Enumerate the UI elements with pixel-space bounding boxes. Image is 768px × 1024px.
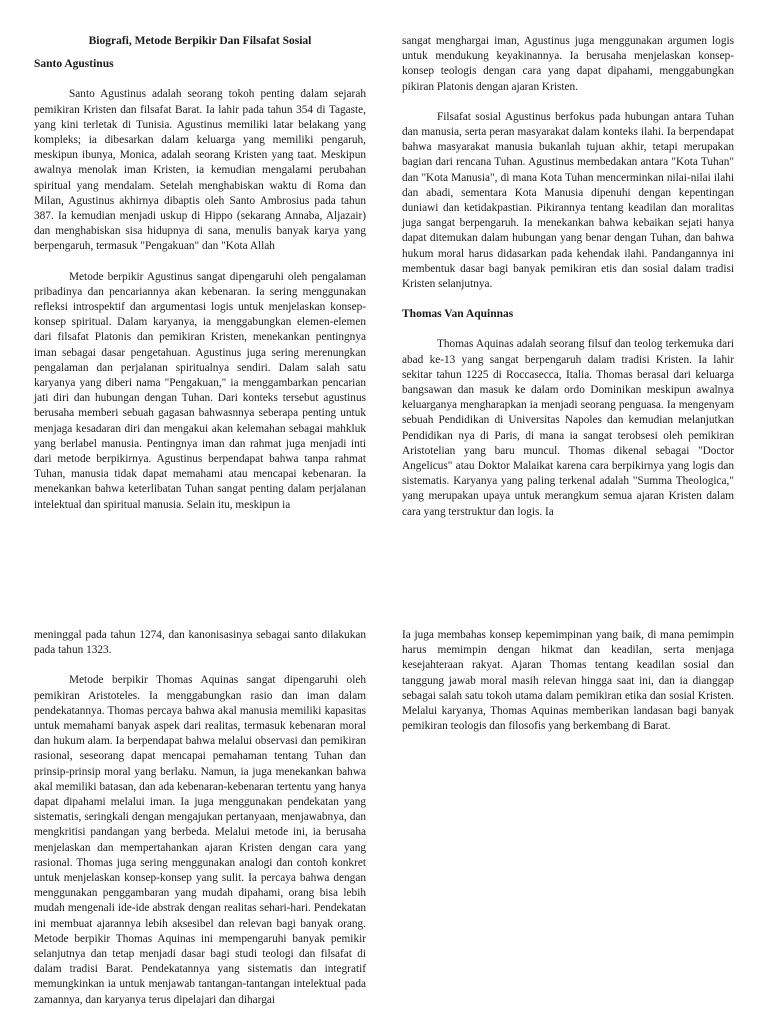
paragraph-agustinus-social: Filsafat sosial Agustinus berfokus pada hubungan antara Tuhan dan manusia, serta peran masyarakat dalam konteks ilahi. Ia berpendapat bahwa masyarakat manusia bukanlah tujuan akhir, tetapi merupakan bagian dari rencana Tuhan. Agustinus membedakan antara "Kota Tuhan" dan "Kota Manusia", di mana Kota Tuhan mencerminkan nilai-nilai ilahi dan abadi, sementara Kota Manusia dipenuhi dengan kepentingan duniawi dan ketidakpastian. Pikirannya tentang keadilan dan moralitas juga sangat berpengaruh. Ia menekankan bahwa kebaikan sejati hanya dapat ditemukan dalam hubungan yang benar dengan Tuhan, dan bahwa hukum moral harus didasarkan pada kehendak ilahi. Pandangannya ini membentuk dasar bagi banyak pemikiran etis dan sosial dalam tradisi Kristen selanjutnya. (402, 110, 734, 291)
document-title: Biografi, Metode Berpikir Dan Filsafat Sosial (88, 35, 312, 47)
right-column (402, 628, 734, 734)
section-heading-aquinas: Thomas Van Aquinnas (402, 308, 514, 321)
paragraph-aquinas-social: Ia juga membahas konsep kepemimpinan yang baik, di mana pemimpin harus memimpin dengan hikmat dan keadilan, serta menjaga kesejahteraan rakyat. Ajaran Thomas tentang keadilan sosial dan tanggung jawab moral masih relevan hingga saat ini, dan ia dianggap sebagai salah satu tokoh utama dalam pemikiran etika dan sosial Kristen. Melalui karyanya, Thomas Aquinas memberikan landasan bagi banyak pemikiran teologis dan filosofis yang berkembang di Barat. (402, 629, 734, 733)
paragraph-aquinas-biography-cont: meninggal pada tahun 1274, dan kanonisasinya sebagai santo dilakukan pada tahun 1323. (34, 629, 366, 657)
paragraph-aquinas-method: Metode berpikir Thomas Aquinas sangat dipengaruhi oleh pemikiran Aristoteles. Ia menggabungkan rasio dan iman dalam pendekatannya. Thomas percaya bahwa akal manusia memiliki kapasitas untuk memahami banyak aspek dari realitas, termasuk kebenaran moral dan hukum alam. Ia berpendapat bahwa melalui observasi dan pemikiran rasional, seseorang dapat mencapai pemahaman tentang Tuhan dan prinsip-prinsip moral yang berlaku. Namun, ia juga menekankan bahwa akal memiliki batasan, dan ada kebenaran-kebenaran tertentu yang hanya dapat dipahami melalui iman. Ia juga menggunakan pendekatan yang sistematis, seringkali dengan mengajukan pertanyaan, menjawabnya, dan mengkritisi pandangan yang berbeda. Melalui metode ini, ia berusaha menjelaskan dan mempertahankan ajaran Kristen dengan cara yang rasional. Thomas juga sering menggunakan analogi dan contoh konkret untuk menjelaskan konsep-konsep yang sulit. Ia percaya bahwa dengan menggunakan penggambaran yang mudah dipahami, orang bisa lebih mudah mengenali ide-ide abstrak dengan realitas sehari-hari. Pendekatan ini membuat ajarannya lebih aksesibel dan relevan bagi banyak orang. Metode berpikir Thomas Aquinas ini mempengaruhi banyak pemikir selanjutnya dan tetap menjadi dasar bagi studi teologi dan filsafat di dalam tradisi Barat. Pendekatannya yang sistematis dan integratif memungkinkan ia untuk menjawab tantangan-tantangan intelektual pada zamannya, dan karyanya terus dipelajari dan dihargai (34, 674, 366, 1006)
paragraph-agustinus-method: Metode berpikir Agustinus sangat dipengaruhi oleh pengalaman pribadinya dan pencariannya akan kebenaran. Ia sering menggunakan refleksi introspektif dan argumentasi logis untuk menjelaskan konsep-konsep spiritual. Dalam karyanya, ia menggabungkan elemen-elemen dari filsafat Platonis dan pemikiran Kristen, menekankan pentingnya iman sebagai dasar pengetahuan. Agustinus juga sering merenungkan pengalaman dan perjalanan spiritualnya sendiri. Dalam salah satu karyanya yang diberi nama "Pengakuan," ia menggambarkan pencarian jati diri dan hubungan dengan Tuhan. Dari konteks tersebut agustinus berusaha memberi sebuah gagasan bahwasnnya seberapa penting untuk menjaga kesadaran diri dan mengakui akan kelemahan sebagai mahkluk yang berlabel manusia. Pentingnya iman dan rahmat juga menjadi inti dari metode berpikirnya. Agustinus berpendapat bahwa tanpa rahmat Tuhan, manusia tidak dapat memahami atau mencapai kebenaran. Ia menekankan bahwa keterlibatan Tuhan sangat penting dalam perjalanan intelektual dan spiritual manusia. Selain itu, meskipun ia (34, 270, 366, 511)
paragraph-aquinas-biography: Thomas Aquinas adalah seorang filsuf dan teolog terkemuka dari abad ke-13 yang sangat berpengaruh dalam tradisi Kristen. Ia lahir sekitar tahun 1225 di Roccasecca, Italia. Thomas berasal dari keluarga bangsawan dan masuk ke dalam ordo Dominikan meskipun awalnya keluarganya mengharapkan ia menjadi seorang penguasa. Ia mengenyam sebuah Pendidikan di Universitas Napoles dan kemudian melanjutkan Pendidikan nya di Paris, di mana ia sangat terobsesi oleh pemikiran Aristotelian yang baru muncul. Thomas dikenal sebagai "Doctor Angelicus" atau Doktor Malaikat karena cara berpikirnya yang logis dan sistematis. Karyanya yang paling terkenal adalah "Summa Theologica," yang merupakan upaya untuk merangkum semua ajaran Kristen dalam cara yang terstruktur dan logis. Ia (402, 338, 734, 518)
left-column (34, 628, 366, 1008)
left-column (34, 34, 366, 513)
section-heading-agustinus: Santo Agustinus (34, 58, 114, 71)
document-page-bottom (0, 624, 768, 1024)
right-column (402, 34, 734, 520)
paragraph-agustinus-method-cont: sangat menghargai iman, Agustinus juga menggunakan argumen logis untuk mendukung keyakinannya. Ia berusaha menjelaskan konsep-konsep teologis dengan cara yang dapat dipahami, menggabungkan pikiran Platonis dengan ajaran Kristen. (402, 35, 734, 93)
paragraph-agustinus-biography: Santo Agustinus adalah seorang tokoh penting dalam sejarah pemikiran Kristen dan filsafat Barat. Ia lahir pada tahun 354 di Tagaste, yang kini terletak di Tunisia. Agustinus memiliki latar belakang yang kompleks; ia dibesarkan dalam keluarga yang memiliki pengaruh, meskipun ibunya, Monica, adalah seorang Kristen yang taat. Meskipun awalnya menolak iman Kristen, ia kemudian mengalami perubahan spiritual yang mendalam. Setelah menghabiskan waktu di Roma dan Milan, Agustinus akhirnya dibaptis oleh Santo Ambrosius pada tahun 387. Ia kemudian menjadi uskup di Hippo (sekarang Annaba, Aljazair) dan menghabiskan sisa hidupnya di sana, menulis banyak karya yang berpengaruh, termasuk "Pengakuan" dan "Kota Allah (34, 88, 366, 253)
